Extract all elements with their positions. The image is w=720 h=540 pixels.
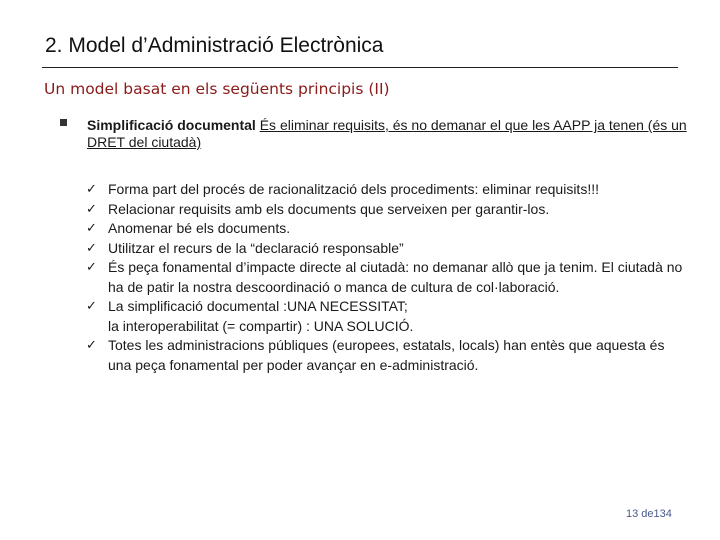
slide-title: 2. Model d’Administració Electrònica [45,34,384,57]
checkmark-icon: ✓ [86,338,97,353]
main-bullet-underlined: És eliminar requisits, és no demanar el que les AAPP ja tenen (és un DRET del ciutadà) [87,117,687,150]
check-list-item-text: Utilitzar el recurs de la “declaració responsable” [108,239,404,256]
check-list-item [86,219,686,239]
main-bullet-bold: Simplificació documental [87,117,256,133]
check-list-item-text: Anomenar bé els documents. [108,220,291,236]
check-list [86,180,686,375]
checkmark-icon: ✓ [86,221,97,236]
check-list-item-text: És peça fonamental d’impacte directe al ciutadà: no demanar allò que ja tenim. El ciutadà no ha de patir la nostra descoordinació o manca de cultura de col·laboració. [108,259,683,295]
check-list-item-text: la interoperabilitat (= compartir) : UNA SOLUCIÓ. [108,317,414,334]
page-number: 13 de134 [626,508,672,520]
check-list-item [86,200,686,220]
main-bullet [87,117,687,151]
check-list-item-text: La simplificació documental :UNA NECESSITAT; [108,298,408,314]
checkmark-icon: ✓ [86,260,97,275]
check-list-item [86,258,686,297]
check-list-item [86,180,686,200]
check-list-item [86,297,686,336]
square-bullet-icon [60,119,67,126]
checkmark-icon: ✓ [86,299,97,314]
checkmark-icon: ✓ [86,201,97,217]
title-divider [42,67,678,68]
check-list-item [86,336,686,375]
check-list-item [86,239,686,259]
slide-subtitle: Un model basat en els següents principis (II) [44,80,390,98]
checkmark-icon: ✓ [86,182,97,197]
check-list-item-text: Forma part del procés de racionalització dels procediments: eliminar requisits!!! [108,181,599,197]
check-list-item-text: Totes les administracions públiques (europees, estatals, locals) han entès que aquesta és una peça fonamental per poder avançar en e-administració. [108,337,665,373]
checkmark-icon: ✓ [86,240,97,256]
check-list-item-text: Relacionar requisits amb els documents que serveixen per garantir-los. [108,200,550,217]
